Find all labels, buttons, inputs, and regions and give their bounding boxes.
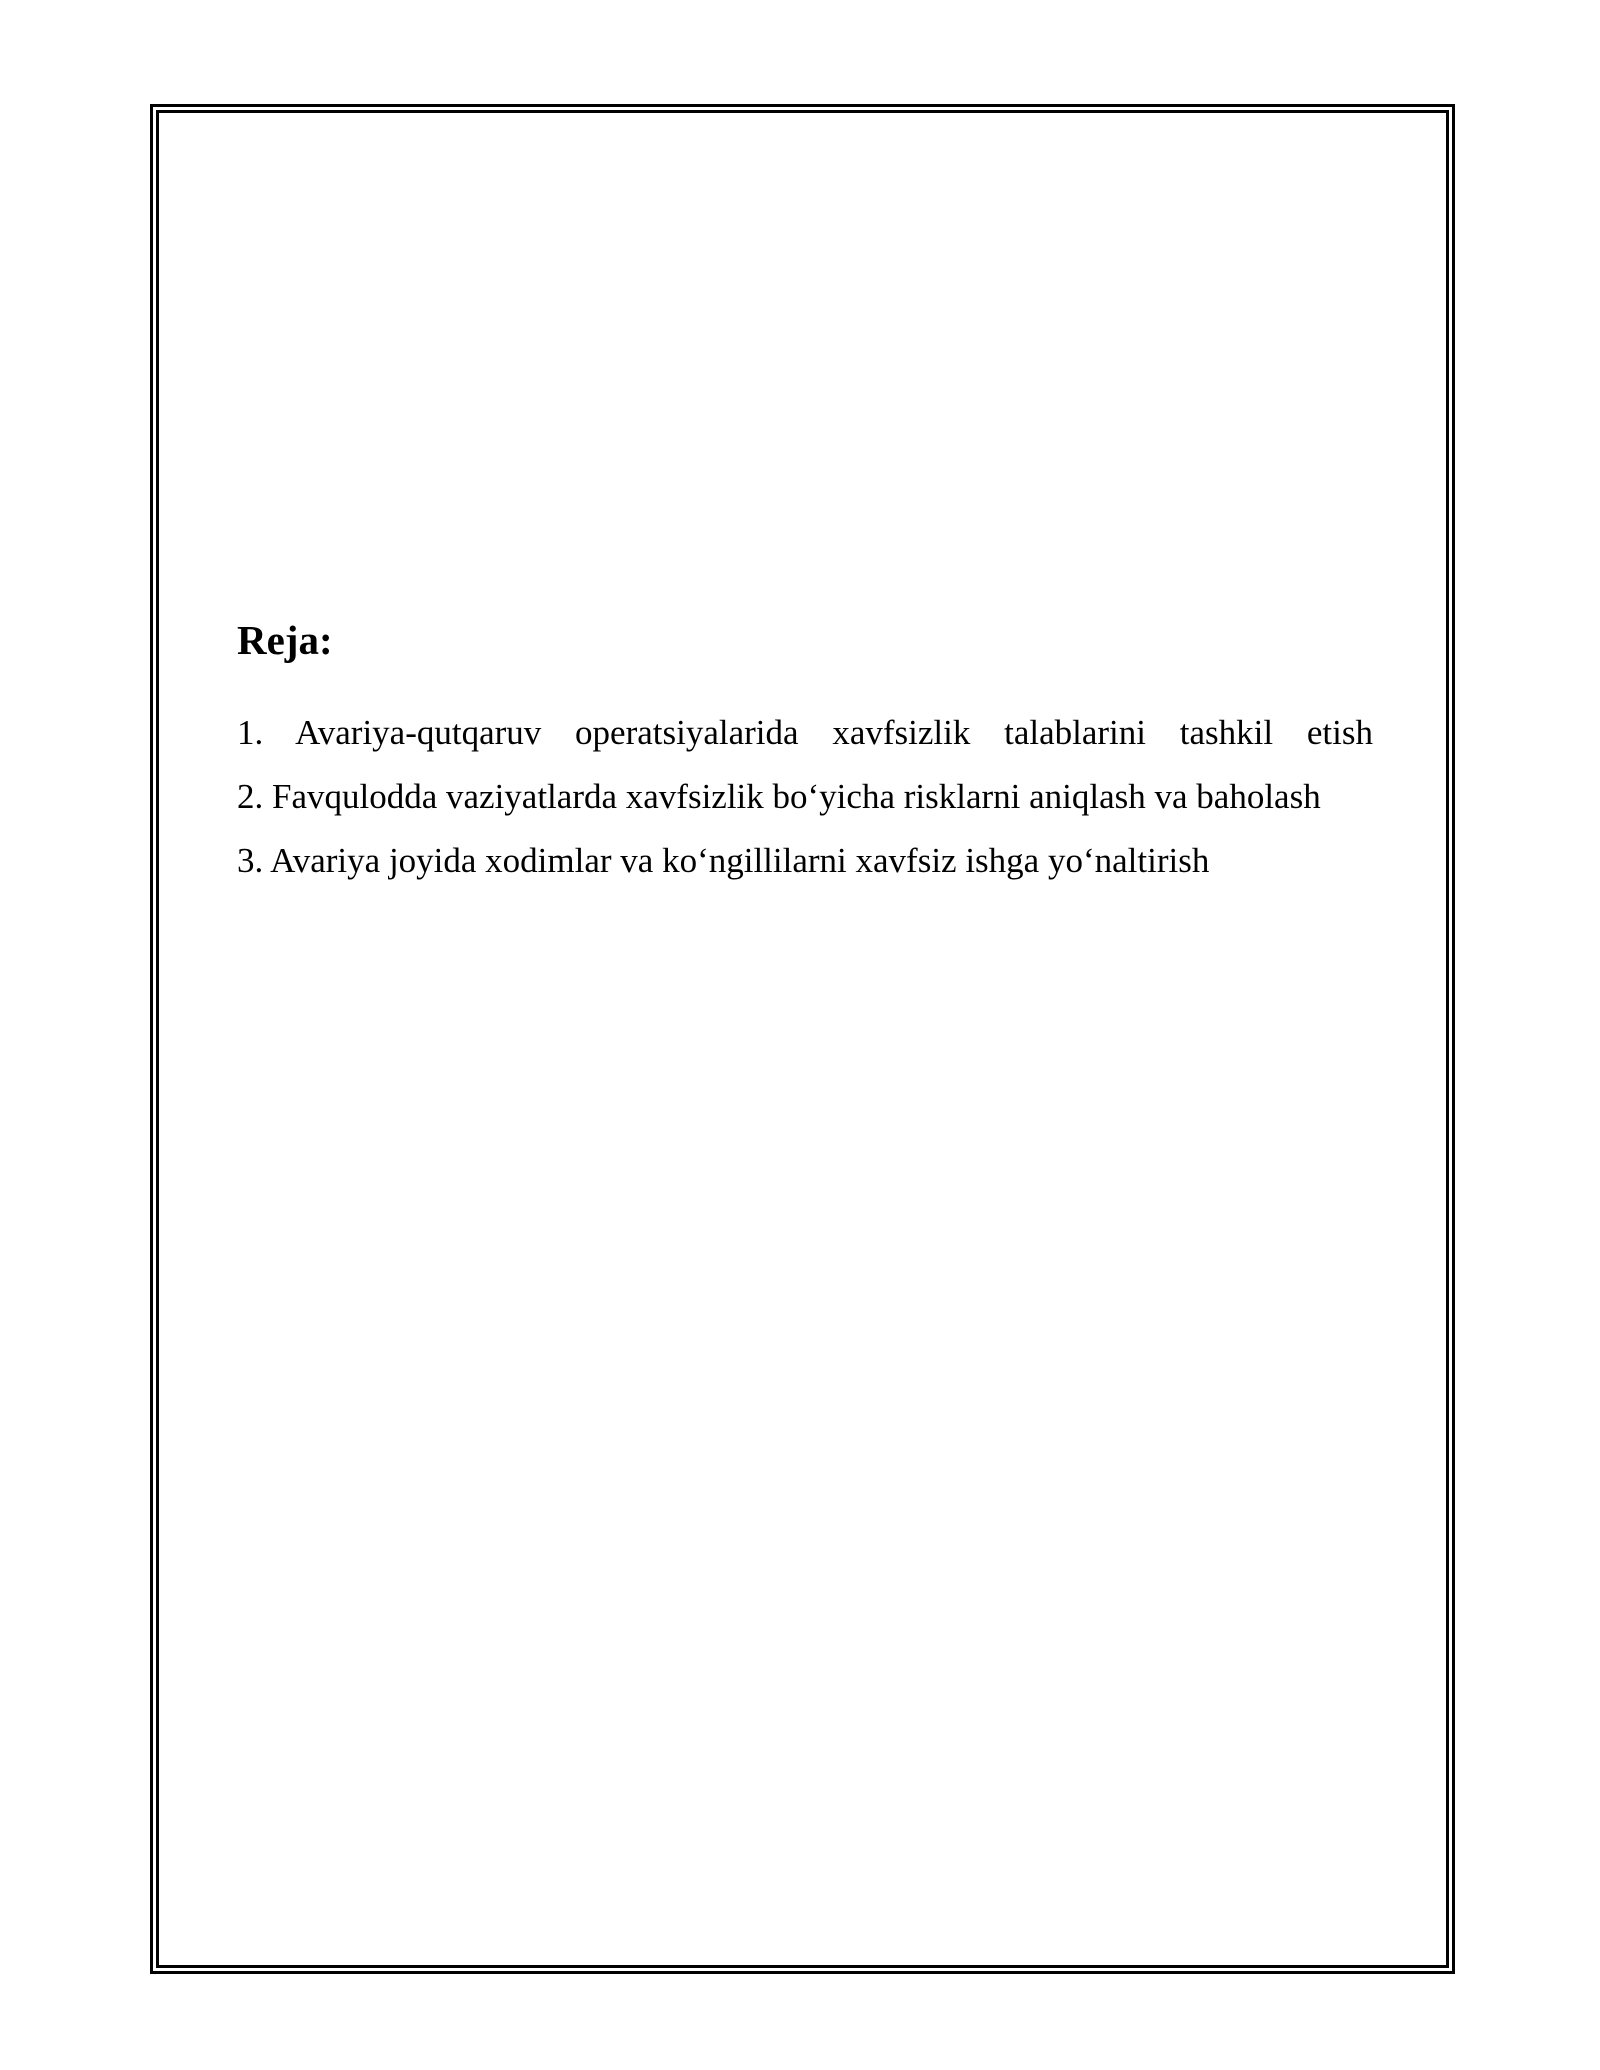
plan-item-1: 1. Avariya-qutqaruv operatsiyalarida xavfsizlik talablarini tashkil etish — [237, 713, 1373, 753]
page-border — [150, 104, 1455, 1974]
plan-list — [237, 701, 1373, 893]
plan-item-3: 3. Avariya joyida xodimlar va ko‘ngillilarni xavfsiz ishga yo‘naltirish — [237, 841, 1210, 881]
plan-heading: Reja: — [237, 617, 333, 663]
plan-item-2: 2. Favqulodda vaziyatlarda xavfsizlik bo‘yicha risklarni aniqlash va baholash — [237, 777, 1321, 817]
plan-section — [237, 616, 1373, 893]
